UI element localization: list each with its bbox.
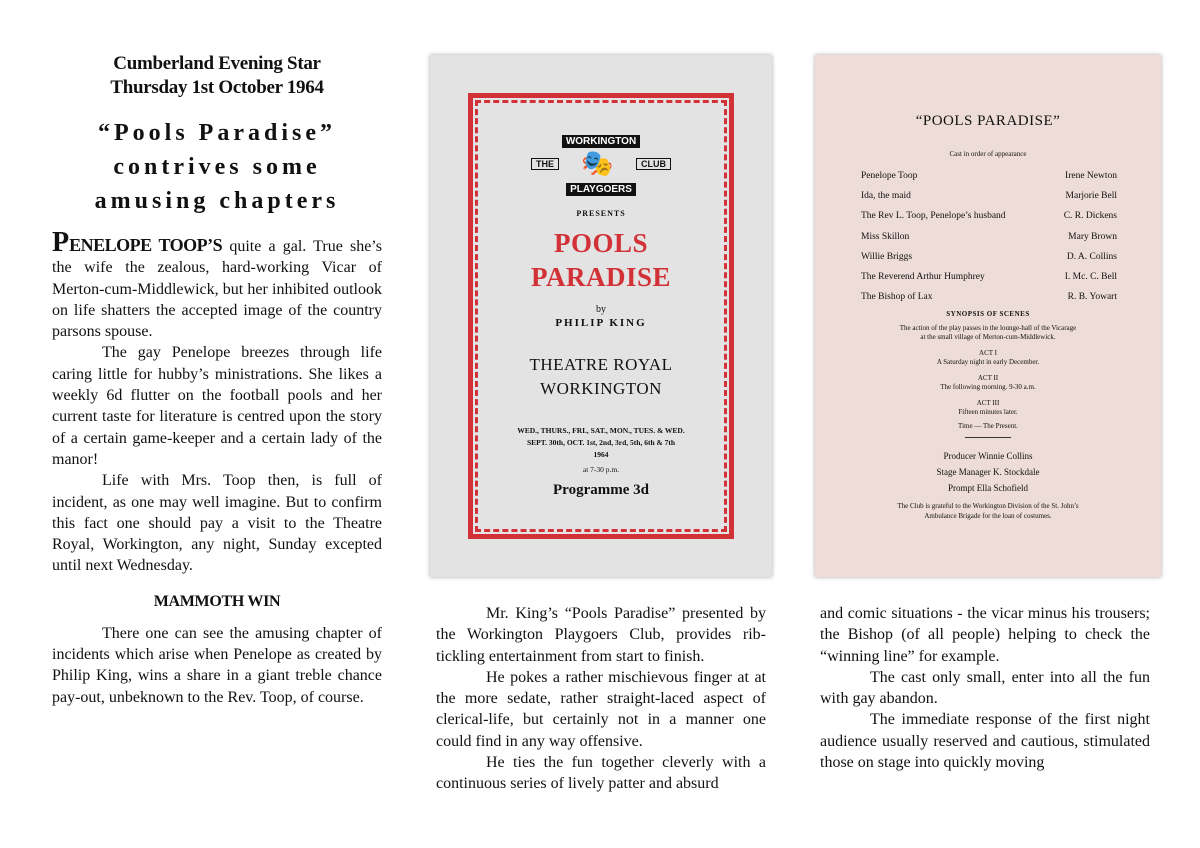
act-label: ACT III (976, 398, 1000, 407)
programme-cover-image (430, 55, 772, 577)
performance-dates-line: SEPT. 30th, OCT. 1st, 2nd, 3rd, 5th, 6th & 7th (526, 438, 676, 447)
cast-actor: Irene Newton (1065, 171, 1117, 181)
cast-row (861, 206, 1117, 226)
logo-right-text: CLUB (636, 158, 671, 170)
cast-subtitle: Cast in order of appearance (949, 150, 1027, 158)
right-column (820, 603, 1150, 773)
publication-date: Thursday 1st October 1964 (110, 77, 324, 98)
masthead (52, 52, 382, 100)
synopsis (835, 310, 1141, 444)
logo-left-text: THE (531, 158, 559, 170)
cover-content (482, 107, 720, 525)
article-paragraph: and comic situations - the vicar minus his trousers; the Bishop (of all people) helping to check the “winning line” for example. (820, 605, 1150, 665)
cover-title-line-2: PARADISE (530, 262, 671, 292)
act-label: ACT II (977, 373, 999, 382)
article-paragraph (52, 227, 382, 342)
article-paragraph: The cast only small, enter into all the fun with gay abandon. (820, 668, 1150, 708)
cast-page-title: “POOLS PARADISE” (915, 113, 1061, 129)
cast-row (861, 287, 1117, 307)
cast-role: Penelope Toop (861, 171, 918, 181)
author-name: PHILIP KING (555, 317, 647, 329)
programme-cast-image (815, 55, 1161, 577)
article-paragraph: He ties the fun together cleverly with a continuous series of lively patter and absurd (436, 754, 766, 793)
article-paragraph: The immediate response of the first night audience usually reserved and cautious, stimulated those on stage into quickly moving (820, 711, 1150, 772)
cast-actor: I. Mc. C. Bell (1064, 272, 1117, 283)
cast-row (861, 227, 1117, 247)
cast-row (861, 166, 1117, 186)
cast-actor: D. A. Collins (1066, 251, 1117, 262)
venue (482, 353, 720, 401)
cast-role: Miss Skillon (861, 231, 910, 242)
cast-role: Ida, the maid (861, 191, 911, 202)
by-label: by (596, 304, 606, 315)
cast-actor: Mary Brown (1068, 231, 1117, 242)
cast-actor: Marjorie Bell (1065, 191, 1117, 202)
article-paragraph: He pokes a rather mischievous finger at at the more sedate, rather straight-laced aspect of clerical-life, but certainly not in a manner one could find in any way offensive. (436, 668, 766, 750)
venue-line-1: THEATRE ROYAL (529, 355, 673, 374)
cover-title-line-1: POOLS (553, 228, 649, 258)
cast-role: Willie Briggs (861, 251, 913, 262)
synopsis-heading: SYNOPSIS OF SCENES (946, 310, 1030, 318)
performance-dates (482, 425, 720, 461)
divider (965, 437, 1011, 438)
lead-caps: ENELOPE TOOP’S (69, 235, 223, 255)
cast-role: The Bishop of Lax (861, 292, 933, 303)
theatre-masks-icon: 🎭 (581, 149, 614, 178)
article-body (52, 227, 382, 708)
playgoers-club-logo (531, 131, 671, 207)
cast-row (861, 267, 1117, 287)
producer-credit: Producer Winnie Collins (943, 451, 1033, 461)
stage-manager-credit: Stage Manager K. Stockdale (936, 467, 1040, 477)
cast-list (861, 166, 1117, 307)
headline-line-1: “Pools Paradise” (98, 120, 336, 146)
lead-text: quite a gal. True she’s the wife the zealous, hard-working Vicar of Merton-cum-Middlewick, but her inhibited outlook on life shatters the accepted image of the country parsons spouse. (52, 238, 382, 341)
cast-actor: C. R. Dickens (1063, 211, 1117, 222)
logo-bottom-text: PLAYGOERS (566, 183, 636, 196)
time-line: Time — The Present. (958, 421, 1018, 430)
drop-cap: P (52, 227, 70, 258)
subheading: MAMMOTH WIN (153, 592, 281, 610)
performance-days: WED., THURS., FRI., SAT., MON., TUES. & WED. (517, 426, 685, 435)
acknowledgement (855, 501, 1121, 521)
headline (52, 116, 382, 218)
cast-row (861, 186, 1117, 206)
act-description: Fifteen minutes later. (958, 408, 1018, 416)
synopsis-line: The action of the play passes in the lounge-hall of the Vicarage (899, 323, 1077, 332)
act-description: The following morning. 9-30 a.m. (940, 383, 1036, 391)
presents-label: PRESENTS (576, 209, 626, 218)
cover-title (482, 226, 720, 294)
middle-column (436, 603, 766, 795)
act-description: A Saturday night in early December. (936, 358, 1040, 366)
cast-role: The Reverend Arthur Humphrey (861, 272, 985, 283)
cast-row (861, 247, 1117, 267)
production-credits (815, 448, 1161, 496)
article-paragraph: Mr. King’s “Pools Paradise” presented by the Workington Playgoers Club, provides rib-tickling entertainment from start to finish. (436, 605, 766, 665)
logo-top-text: WORKINGTON (562, 135, 640, 148)
left-column (52, 52, 382, 708)
article-paragraph: There one can see the amusing chapter of incidents which arise when Penelope as created by Philip King, wins a share in a giant treble chance pay-out, unbeknown to the Rev. Toop, of course. (52, 624, 382, 706)
cast-actor: R. B. Yowart (1067, 292, 1117, 303)
prompt-credit: Prompt Ella Schofield (948, 483, 1028, 493)
article-paragraph: The gay Penelope breezes through life caring little for hubby’s ministrations. She likes a weekly 6d flutter on the football pools and her current taste for literature is centred upon the story of a certain game-keeper and a certain lady of the manor! (52, 344, 382, 468)
performance-year: 1964 (593, 450, 609, 459)
cast-role: The Rev L. Toop, Penelope’s husband (861, 211, 1006, 222)
headline-line-2: contrives some (113, 154, 321, 180)
article-paragraph: Life with Mrs. Toop then, is full of incident, as one may well imagine. But to confirm this fact one should pay a visit to the Theatre Royal, Workington, any night, Sunday excepted until next Wednesday. (52, 472, 382, 575)
newspaper-name: Cumberland Evening Star (113, 53, 321, 74)
act-label: ACT I (979, 348, 997, 357)
venue-line-2: WORKINGTON (540, 379, 662, 398)
acknowledgement-line: Ambulance Brigade for the loan of costumes. (924, 512, 1052, 520)
programme-price: Programme 3d (553, 482, 649, 498)
performance-time: at 7-30 p.m. (582, 465, 620, 474)
headline-line-3: amusing chapters (94, 188, 340, 214)
synopsis-line: at the small village of Merton-cum-Middlewick. (920, 333, 1056, 341)
acknowledgement-line: The Club is grateful to the Workington Division of the St. John’s (897, 502, 1079, 510)
